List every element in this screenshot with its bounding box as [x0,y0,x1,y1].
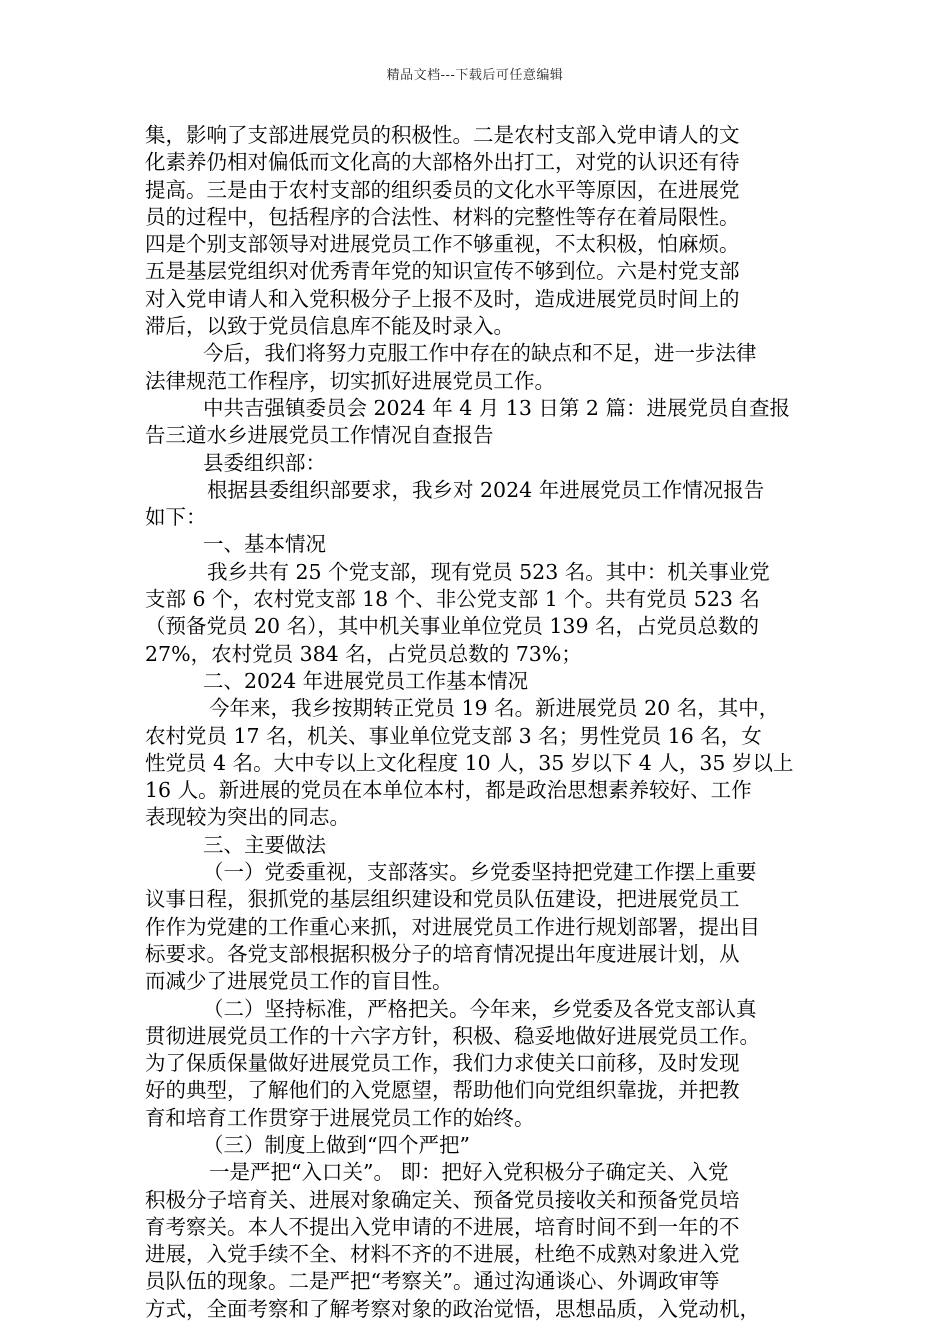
text-line: 滞后，以致于党员信息库不能及时录入。 [145,314,514,339]
text-line: 我乡共有 25 个党支部，现有党员 523 名。其中：机关事业党 [207,559,770,584]
text-line: 县委组织部： [203,450,326,475]
text-line: 贯彻进展党员工作的十六字方针，积极、稳妥地做好进展党员工作。 [145,1023,760,1048]
text-line: 育考察关。本人不提出入党申请的不进展，培育时间不到一年的不 [145,1214,740,1239]
text-line: 化素养仍相对偏低而文化高的大部格外出打工，对党的认识还有待 [145,150,740,175]
text-line: 16 人。新进展的党员在本单位本村，都是政治思想素养较好、工作 [145,778,752,803]
page-header: 精品文档---下载后可任意编辑 [386,68,564,83]
text-line: 中共吉强镇委员会 2024 年 4 月 13 日第 2 篇：进展党员自查报 [203,395,790,420]
text-line: 性党员 4 名。大中专以上文化程度 10 人，35 岁以下 4 人，35 岁以上 [145,750,794,775]
text-line: 员队伍的现象。二是严把“考察关”。通过沟通谈心、外调政审等 [145,1269,720,1294]
text-line: 集，影响了支部进展党员的积极性。二是农村支部入党申请人的文 [145,123,740,147]
text-line: 议事日程，狠抓党的基层组织建设和党员队伍建设，把进展党员工 [145,887,740,912]
text-line: 如下： [145,505,207,530]
text-line: 一、基本情况 [203,532,326,557]
text-line: 标要求。各党支部根据积极分子的培育情况提出年度进展计划，从 [145,941,740,966]
text-line: 育和培育工作贯穿于进展党员工作的始终。 [145,1105,535,1130]
text-line: 员的过程中，包括程序的合法性、材料的完整性等存在着局限性。 [145,204,740,229]
document-body [145,122,825,1323]
text-line: 五是基层党组织对优秀青年党的知识宣传不够到位。六是村党支部 [145,259,740,284]
text-line: 今后，我们将努力克服工作中存在的缺点和不足，进一步法律 [203,341,757,366]
text-line: 支部 6 个，农村党支部 18 个、非公党支部 1 个。共有党员 523 名 [145,587,760,612]
text-line: 二、2024 年进展党员工作基本情况 [203,668,529,693]
text-line: （一）党委重视，支部落实。乡党委坚持把党建工作摆上重要 [203,860,757,885]
text-line: （二）坚持标准，严格把关。今年来，乡党委及各党支部认真 [203,996,757,1021]
text-line: 法律规范工作程序，切实抓好进展党员工作。 [145,368,555,393]
text-line: 对入党申请人和入党积极分子上报不及时，造成进展党员时间上的 [145,286,740,311]
text-line: 根据县委组织部要求，我乡对 2024 年进展党员工作情况报告 [207,477,765,502]
text-line: 四是个别支部领导对进展党员工作不够重视，不太积极，怕麻烦。 [145,232,740,257]
text-line: 好的典型，了解他们的入党愿望，帮助他们向党组织靠拢，并把教 [145,1078,740,1103]
text-line: 三、主要做法 [203,832,326,857]
text-line: 为了保质保量做好进展党员工作，我们力求使关口前移，及时发现 [145,1051,740,1076]
text-line: 进展，入党手续不全、材料不齐的不进展，杜绝不成熟对象进入党 [145,1242,740,1267]
text-line: 方式，全面考察和了解考察对象的政治觉悟，思想品质，入党动机， [145,1296,760,1321]
text-line: 今年来，我乡按期转正党员 19 名。新进展党员 20 名，其中， [209,696,780,721]
text-line: 表现较为突出的同志。 [145,805,350,830]
text-line: 作作为党建的工作重心来抓，对进展党员工作进行规划部署，提出目 [145,914,760,939]
text-line: 一是严把“入口关”。 即：把好入党积极分子确定关、入党 [209,1160,729,1185]
text-line: （三）制度上做到“四个严把” [203,1132,470,1157]
text-line: 提高。三是由于农村支部的组织委员的文化水平等原因，在进展党 [145,177,740,202]
text-line: 27%，农村党员 384 名，占党员总数的 73%； [145,641,582,666]
text-line: 积极分子培育关、进展对象确定关、预备党员接收关和预备党员培 [145,1187,740,1212]
text-line: （预备党员 20 名），其中机关事业单位党员 139 名，占党员总数的 [145,614,760,639]
text-line: 农村党员 17 名，机关、事业单位党支部 3 名；男性党员 16 名，女 [145,723,762,748]
text-line: 而减少了进展党员工作的盲目性。 [145,969,453,994]
text-line: 告三道水乡进展党员工作情况自查报告 [145,423,494,448]
